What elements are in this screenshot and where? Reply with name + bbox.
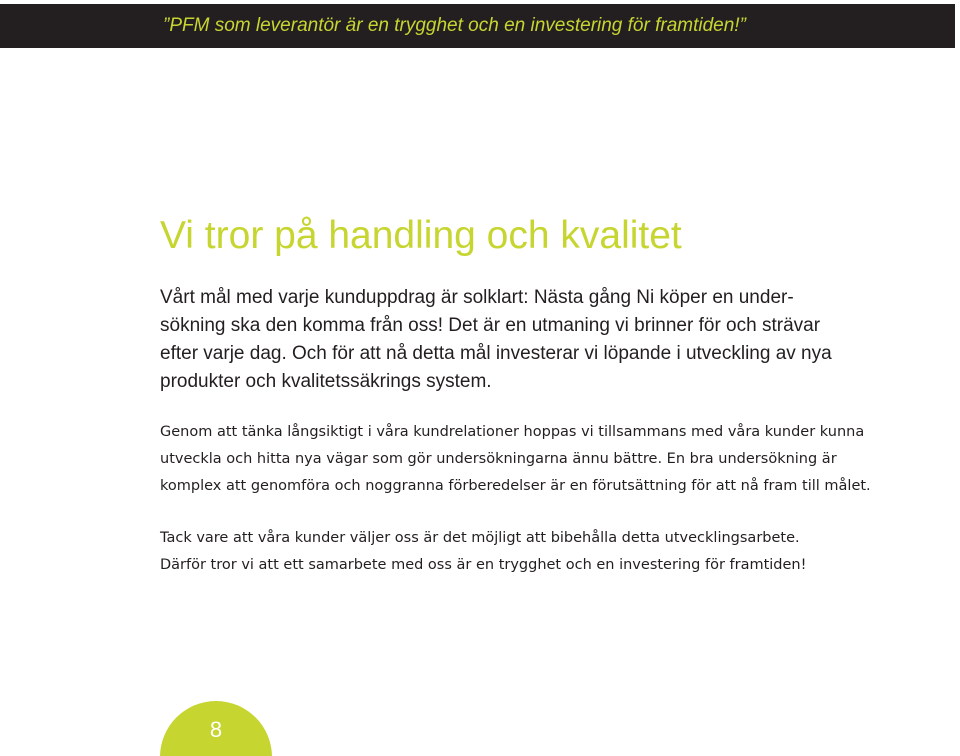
body-line: komplex att genomföra och noggranna förberedelser är en förutsättning för att nå fram till målet. <box>160 478 871 494</box>
lead-line: sökning ska den komma från oss! Det är en utmaning vi brinner för och strävar <box>160 315 821 336</box>
page-heading: Vi tror på handling och kvalitet <box>160 214 682 257</box>
lead-line: produkter och kvalitetssäkrings system. <box>160 371 492 392</box>
body-line: utveckla och hitta nya vägar som gör undersökningarna ännu bättre. En bra undersökning är <box>160 451 837 467</box>
banner-quote: ”PFM som leverantör är en trygghet och en investering för framtiden!” <box>163 15 746 36</box>
lead-line: Vårt mål med varje kunduppdrag är solklart: Nästa gång Ni köper en under- <box>160 287 794 308</box>
body-line: Tack vare att våra kunder väljer oss är det möjligt att bibehålla detta utvecklingsarbete. <box>160 530 800 546</box>
page-number-badge <box>160 701 272 756</box>
top-banner <box>0 4 955 48</box>
body-paragraph-2 <box>160 525 920 579</box>
lead-line: efter varje dag. Och för att nå detta mål investerar vi löpande i utveckling av nya <box>160 343 832 364</box>
body-line: Genom att tänka långsiktigt i våra kundrelationer hoppas vi tillsammans med våra kunder kunna <box>160 424 865 440</box>
lead-paragraph <box>160 284 920 396</box>
body-paragraph-1 <box>160 419 920 500</box>
page-number: 8 <box>209 717 223 742</box>
body-line: Därför tror vi att ett samarbete med oss är en trygghet och en investering för framtiden! <box>160 557 807 573</box>
